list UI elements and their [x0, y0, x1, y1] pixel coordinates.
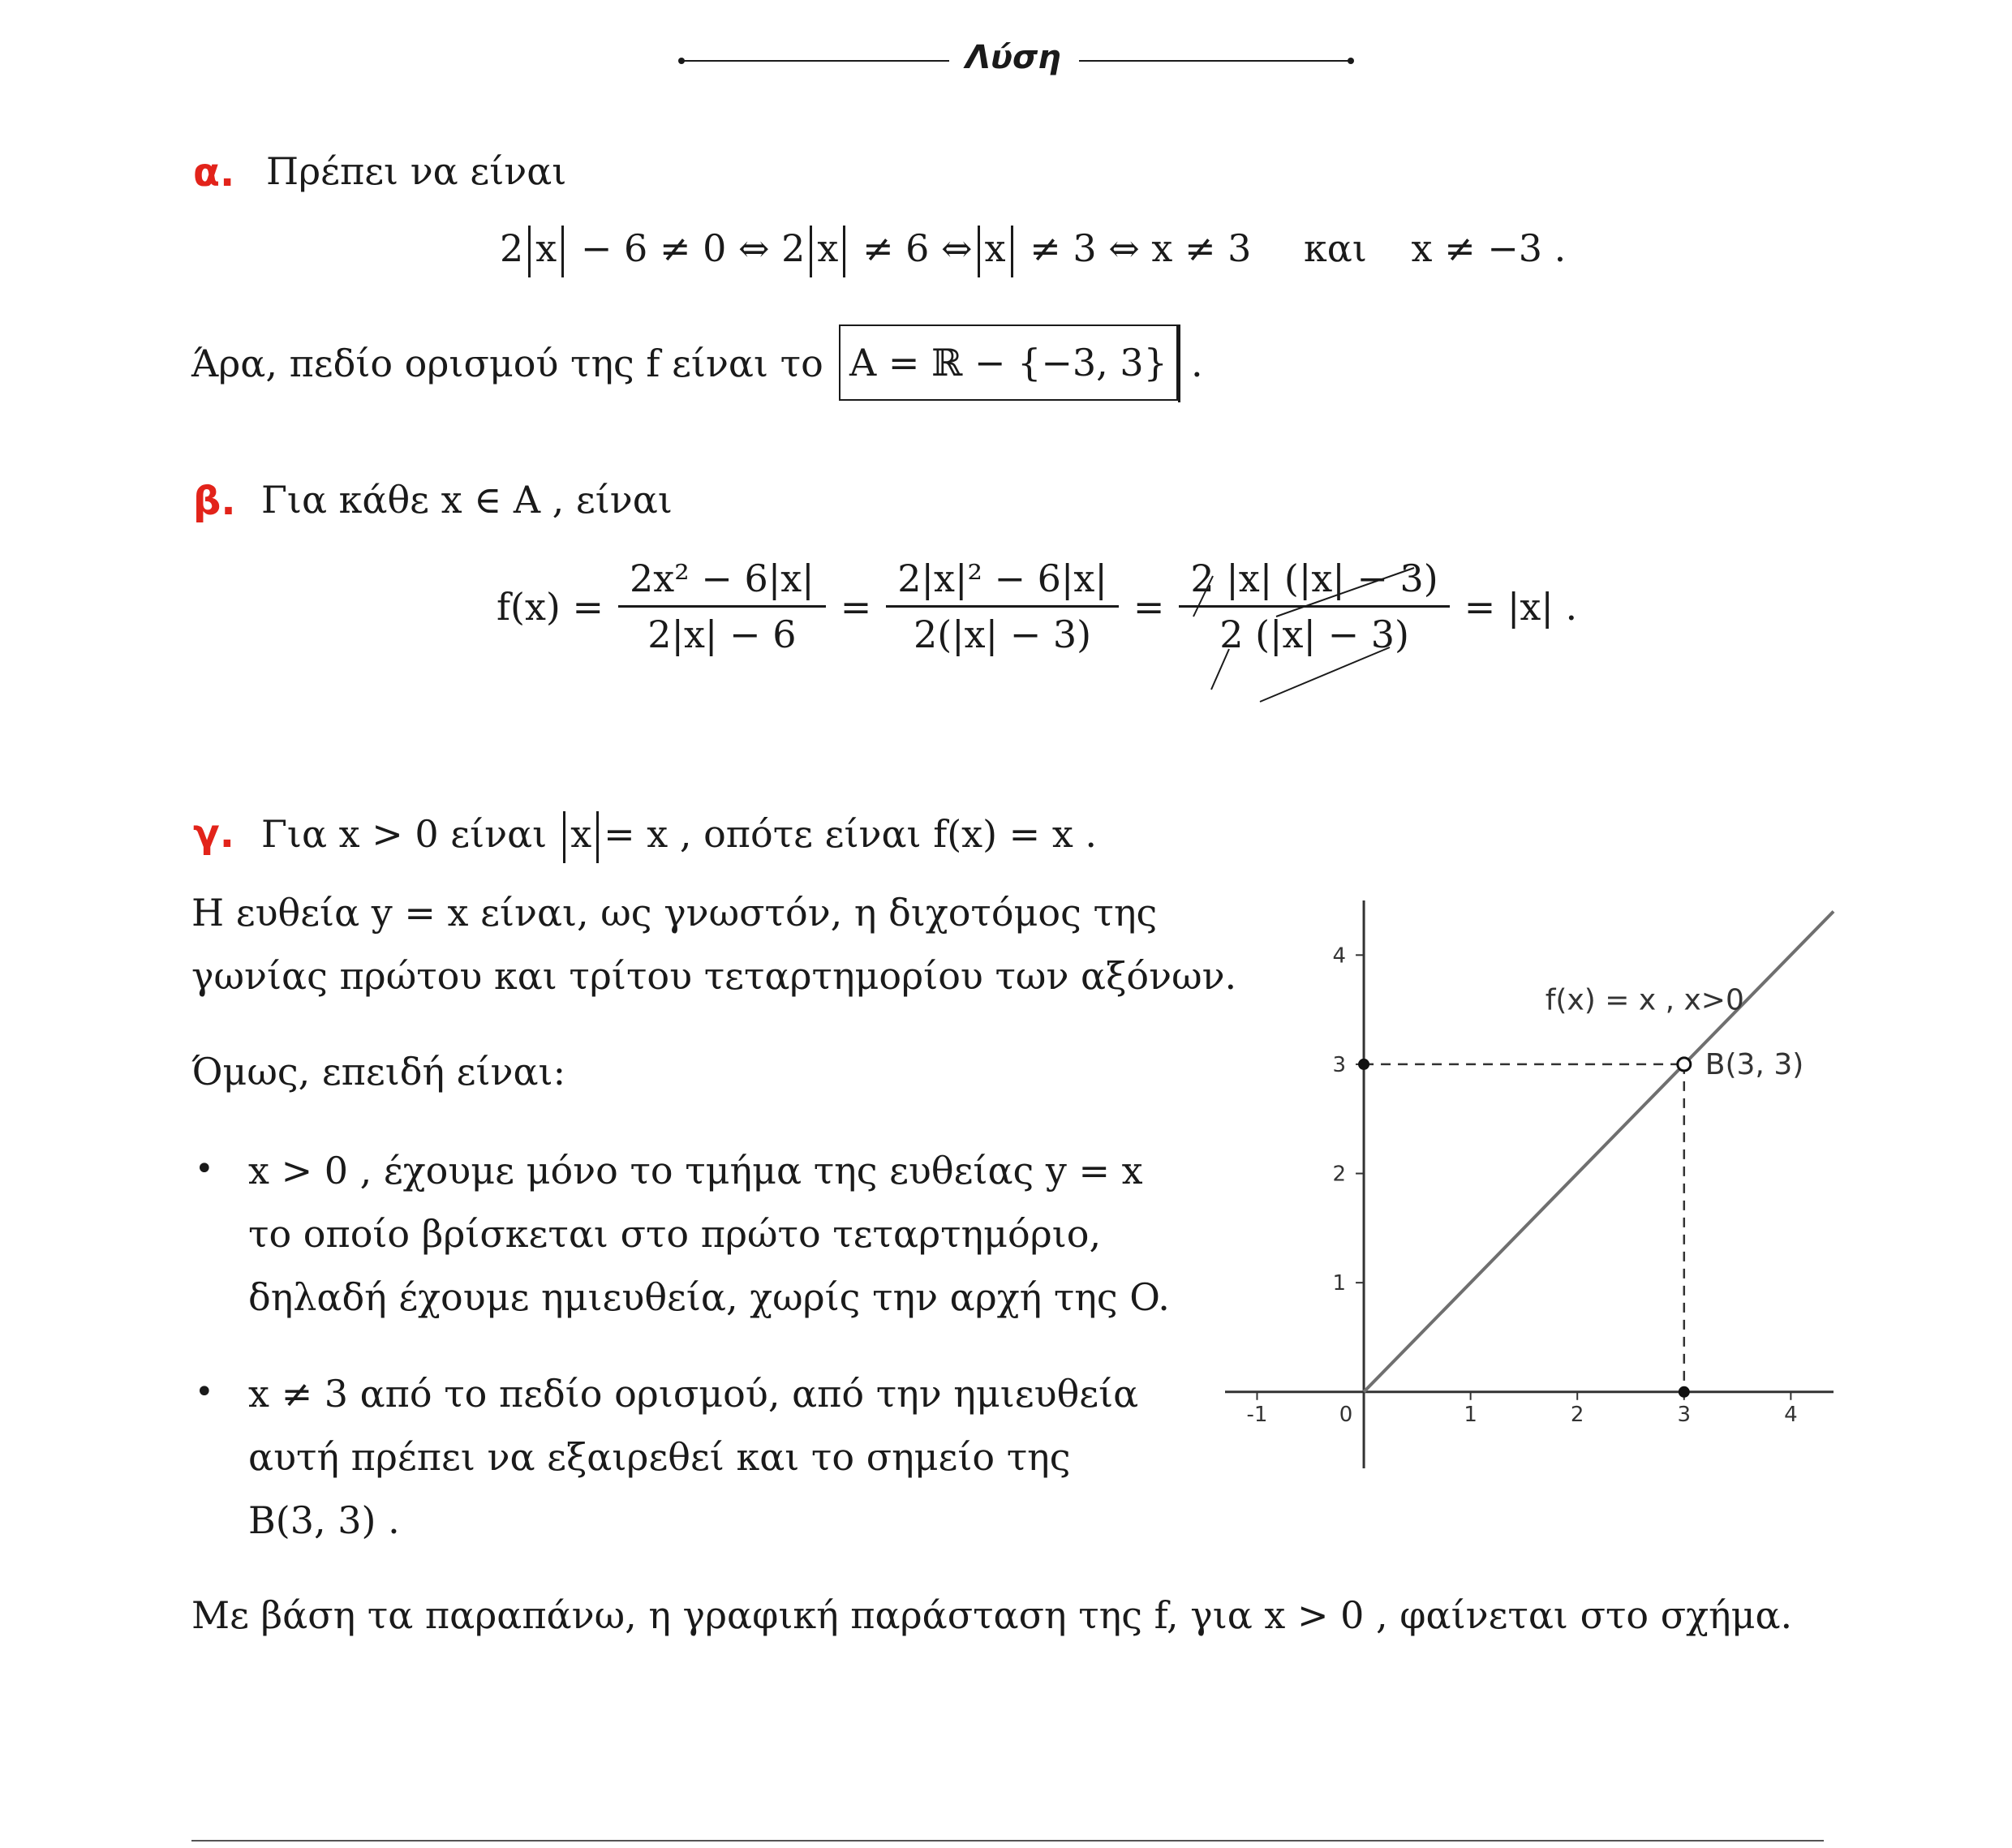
part-b-equation: f(x) = $\frac{\text{2x² − 6|x|}}{2|x| - 6}$ = $\frac{\text{2|x|² − 6|x|}}{2(|x| - 3)}$ = $\frac{2 |x| (|x| - 3)}{2 (|x| - 3)}$ = |x| . — [497, 560, 1577, 653]
fraction-2: $\frac{\text{2|x|² − 6|x|}}{2(|x| - 3)}$ — [886, 560, 1119, 653]
bullet-1-dot: • — [195, 1150, 214, 1188]
point-b-label: B(3, 3) — [1705, 1047, 1804, 1081]
part-a-intro: Πρέπει να είναι — [266, 149, 567, 193]
part-b-marker: β. — [193, 479, 236, 524]
part-c-marker: γ. — [193, 811, 234, 857]
footer-rule — [191, 1840, 1824, 1842]
fraction-1: $\frac{\text{2x² − 6|x|}}{2|x| - 6}$ — [618, 560, 826, 653]
fraction-3: $\frac{2 |x| (|x| - 3)}{2 (|x| - 3)}$ — [1179, 560, 1449, 653]
graph-of-f — [1217, 892, 1842, 1476]
x-tick-label: 0 — [1339, 1402, 1353, 1427]
y-tick-label: 3 — [1332, 1052, 1347, 1077]
y-tick-label: 4 — [1332, 943, 1347, 969]
x-tick-label: 1 — [1464, 1402, 1477, 1427]
domain-text: Άρα, πεδίο ορισμού της f είναι το — [191, 342, 823, 385]
para1-line1: Η ευθεία y = x είναι, ως γνωστόν, η διχοτόμος της — [191, 891, 1158, 935]
x-tick-label: -1 — [1246, 1402, 1268, 1427]
domain-box: A = ℝ − {−3, 3} — [839, 324, 1178, 401]
bullet-2-dot: • — [195, 1373, 214, 1411]
part-a-equation: 2 x − 6 ≠ 0 ⇔ 2 x ≠ 6 ⇔ x ≠ 3 ⇔ x ≠ 3 και x ≠ −3 . — [500, 226, 1566, 277]
y-tick-label: 1 — [1332, 1271, 1347, 1296]
bullet-2-line2: αυτή πρέπει να εξαιρεθεί και το σημείο της — [248, 1435, 1071, 1479]
bullet-1-line3: δηλαδή έχουμε ημιευθεία, χωρίς την αρχή της O. — [248, 1275, 1170, 1319]
point-b-open — [1678, 1058, 1691, 1071]
bullet-1-line1: x > 0 , έχουμε μόνο το τμήμα της ευθείας y = x — [248, 1149, 1143, 1193]
para1-line2: γωνίας πρώτου και τρίτου τεταρτημορίου των αξόνων. — [191, 954, 1237, 998]
bullet-2-line1: x ≠ 3 από το πεδίο ορισμού, από την ημιευθεία — [248, 1372, 1139, 1416]
domain-dot: . — [1191, 342, 1203, 385]
part-c-intro: Για x > 0 είναι x = x , οπότε είναι f(x) = x . — [261, 811, 1097, 863]
point-marker — [1679, 1386, 1690, 1398]
x-tick-label: 4 — [1784, 1402, 1798, 1427]
x-tick-label: 3 — [1677, 1402, 1692, 1427]
domain-box-rule — [1178, 324, 1180, 402]
x-tick-label: 2 — [1570, 1402, 1584, 1427]
header-title: Λύση — [965, 39, 1061, 76]
series-label: f(x) = x , x>0 — [1545, 983, 1744, 1017]
bullet-2-line3: B(3, 3) . — [248, 1498, 400, 1542]
lhs: f(x) = — [497, 584, 604, 629]
bullet-1-line2: το οποίο βρίσκεται στο πρώτο τεταρτημόριο, — [248, 1212, 1102, 1256]
part-a-marker: α. — [193, 150, 235, 196]
conclusion: Με βάση τα παραπάνω, η γραφική παράσταση της f, για x > 0 , φαίνεται στο σχήμα. — [191, 1593, 1793, 1637]
part-b-intro: Για κάθε x ∈ A , είναι — [261, 478, 673, 522]
cancel-strikes — [1179, 560, 1447, 714]
y-tick-label: 2 — [1332, 1162, 1347, 1187]
result: = |x| . — [1464, 584, 1578, 629]
point-marker — [1358, 1059, 1369, 1070]
para2: Όμως, επειδή είναι: — [191, 1050, 566, 1094]
